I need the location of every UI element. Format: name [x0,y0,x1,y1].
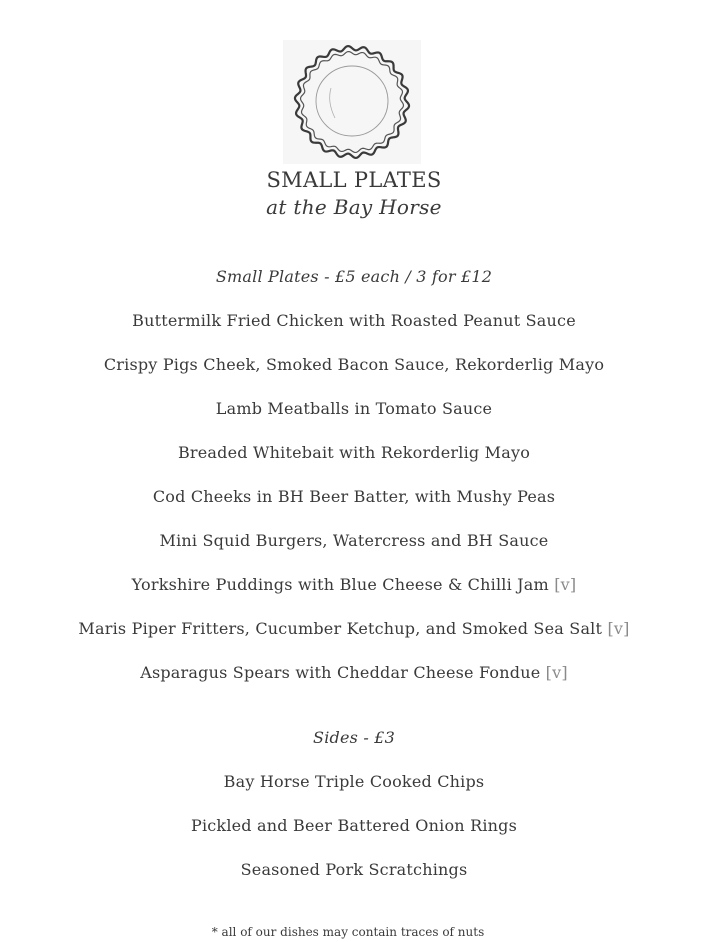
footnote: * all of our dishes may contain traces of nuts [211,925,485,939]
plate-logo [283,40,421,164]
menu-item [0,355,708,374]
side-item-name: Pickled and Beer Battered Onion Rings [190,816,517,835]
menu-item-name: Yorkshire Puddings with Blue Cheese & Chilli Jam [131,575,549,594]
page-subtitle: at the Bay Horse [266,195,442,219]
side-item [0,816,708,835]
menu-item-name: Breaded Whitebait with Rekorderlig Mayo [177,443,531,462]
side-item-name: Seasoned Pork Scratchings [240,860,468,879]
menu-item-name: Maris Piper Fritters, Cucumber Ketchup, and Smoked Sea Salt [78,619,603,638]
page-title: SMALL PLATES [266,168,442,192]
menu-item [0,487,708,506]
menu-item-name: Mini Squid Burgers, Watercress and BH Sauce [159,531,549,550]
vegetarian-tag: [v] [607,619,630,638]
side-item [0,860,708,879]
menu-item [0,575,708,594]
vegetarian-tag: [v] [554,575,577,594]
menu-item-name: Asparagus Spears with Cheddar Cheese Fondue [140,663,541,682]
menu-item-name: Buttermilk Fried Chicken with Roasted Peanut Sauce [132,311,576,330]
side-item-name: Bay Horse Triple Cooked Chips [223,772,485,791]
vegetarian-tag: [v] [545,663,568,682]
menu-item [0,531,708,550]
menu-item [0,311,708,330]
menu-item [0,619,708,638]
small-plates-heading: Small Plates - £5 each / 3 for £12 [215,267,493,286]
side-item [0,772,708,791]
menu-item [0,399,708,418]
menu-item [0,443,708,462]
menu-item-name: Lamb Meatballs in Tomato Sauce [215,399,493,418]
menu-item [0,663,708,682]
sides-heading: Sides - £3 [313,728,395,747]
menu-item-name: Crispy Pigs Cheek, Smoked Bacon Sauce, Rekorderlig Mayo [103,355,605,374]
menu-item-name: Cod Cheeks in BH Beer Batter, with Mushy Peas [152,487,556,506]
